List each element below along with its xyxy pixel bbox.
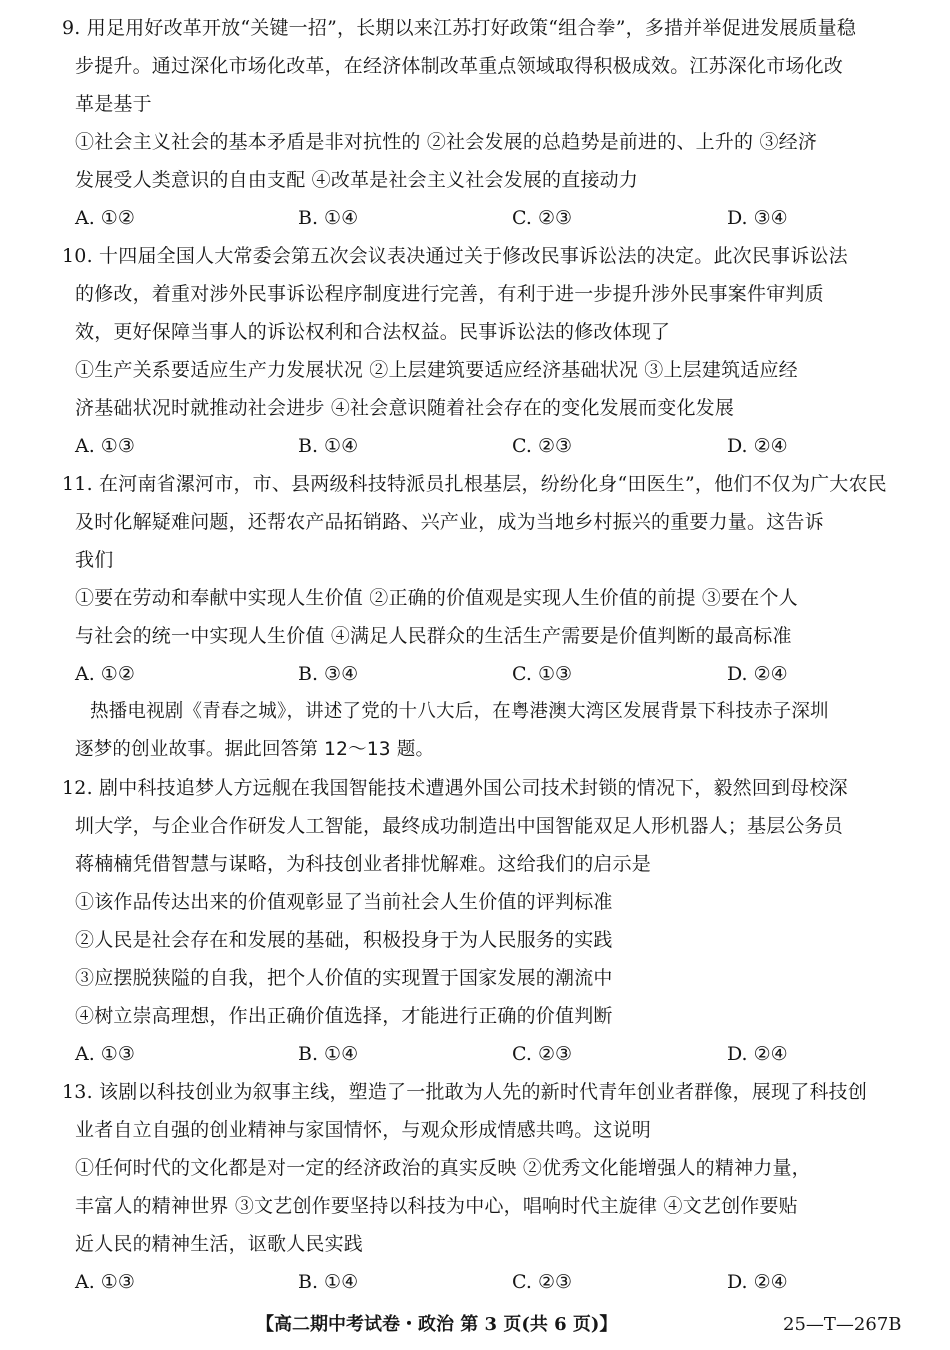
footer-code: 25—T—267B (783, 1314, 902, 1335)
q12-stem-line-2: 圳大学，与企业合作研发人工智能，最终成功制造出中国智能双足人形机器人；基层公务员 (75, 815, 844, 837)
q12-option-a: A. ①③ (75, 1043, 135, 1065)
q13-stem-line-2: 业者自立自强的创业精神与家国情怀，与观众形成情感共鸣。这说明 (75, 1119, 652, 1141)
q11-option-a: A. ①② (75, 663, 135, 685)
q11-choice-line-1: ①要在劳动和奉献中实现人生价值 ②正确的价值观是实现人生价值的前提 ③要在个人 (75, 587, 798, 609)
q10-option-c: C. ②③ (512, 435, 573, 457)
q10-option-d: D. ②④ (727, 435, 788, 457)
q9-stem-line-2: 步提升。通过深化市场化改革，在经济体制改革重点领域取得积极成效。江苏深化市场化改 (75, 55, 844, 77)
q9-choice-line-2: 发展受人类意识的自由支配 ④改革是社会主义社会发展的直接动力 (75, 169, 639, 191)
q10-stem-line-3: 效，更好保障当事人的诉讼权利和合法权益。民事诉讼法的修改体现了 (75, 321, 671, 343)
q9-option-c: C. ②③ (512, 207, 573, 229)
q11-option-d: D. ②④ (727, 663, 788, 685)
q12-choice-4: ④树立崇高理想，作出正确价值选择，才能进行正确的价值判断 (75, 1005, 613, 1027)
q12-choice-2: ②人民是社会存在和发展的基础，积极投身于为人民服务的实践 (75, 929, 613, 951)
q13-option-b: B. ①④ (298, 1271, 359, 1293)
q12-choice-3: ③应摆脱狭隘的自我，把个人价值的实现置于国家发展的潮流中 (75, 967, 613, 989)
q10-choice-line-1: ①生产关系要适应生产力发展状况 ②上层建筑要适应经济基础状况 ③上层建筑适应经 (75, 359, 798, 381)
q12-choice-1: ①该作品传达出来的价值观彰显了当前社会人生价值的评判标准 (75, 891, 613, 913)
q13-choice-line-3: 近人民的精神生活，讴歌人民实践 (75, 1233, 364, 1255)
footer-title: 【高二期中考试卷・政治 第 3 页(共 6 页)】 (256, 1314, 618, 1335)
q11-option-c: C. ①③ (512, 663, 573, 685)
q11-stem-line-3: 我们 (75, 549, 114, 571)
q9-stem-line-3: 革是基于 (75, 93, 152, 115)
q12-option-c: C. ②③ (512, 1043, 573, 1065)
q13-option-d: D. ②④ (727, 1271, 788, 1293)
q11-choice-line-2: 与社会的统一中实现人生价值 ④满足人民群众的生活生产需要是价值判断的最高标准 (75, 625, 792, 647)
q12-option-b: B. ①④ (298, 1043, 359, 1065)
q12-stem-line-1: 12. 剧中科技追梦人方远舰在我国智能技术遭遇外国公司技术封锁的情况下，毅然回到母校深 (62, 777, 848, 799)
q13-option-c: C. ②③ (512, 1271, 573, 1293)
q9-choice-line-1: ①社会主义社会的基本矛盾是非对抗性的 ②社会发展的总趋势是前进的、上升的 ③经济 (75, 131, 818, 153)
q10-stem-line-2: 的修改，着重对涉外民事诉讼程序制度进行完善，有利于进一步提升涉外民事案件审判质 (75, 283, 824, 305)
q13-stem-line-1: 13. 该剧以科技创业为叙事主线，塑造了一批敢为人先的新时代青年创业者群像，展现了科技创 (62, 1081, 868, 1103)
q9-option-a: A. ①② (75, 207, 135, 229)
q9-stem-line-1: 9. 用足用好改革开放“关键一招”，长期以来江苏打好政策“组合拳”，多措并举促进发展质量稳 (62, 17, 857, 39)
q10-option-a: A. ①③ (75, 435, 135, 457)
q9-option-b: B. ①④ (298, 207, 359, 229)
q10-option-b: B. ①④ (298, 435, 359, 457)
q12-option-d: D. ②④ (727, 1043, 788, 1065)
q10-choice-line-2: 济基础状况时就推动社会进步 ④社会意识随着社会存在的变化发展而变化发展 (75, 397, 735, 419)
q13-option-a: A. ①③ (75, 1271, 135, 1293)
q12-stem-line-3: 蒋楠楠凭借智慧与谋略，为科技创业者排忧解难。这给我们的启示是 (75, 853, 652, 875)
passage-line-2: 逐梦的创业故事。据此回答第 12～13 题。 (75, 739, 435, 760)
passage-line-1: 热播电视剧《青春之城》，讲述了党的十八大后，在粤港澳大湾区发展背景下科技赤子深圳 (90, 701, 829, 722)
q9-option-d: D. ③④ (727, 207, 788, 229)
q13-choice-line-1: ①任何时代的文化都是对一定的经济政治的真实反映 ②优秀文化能增强人的精神力量， (75, 1157, 811, 1179)
q13-choice-line-2: 丰富人的精神世界 ③文艺创作要坚持以科技为中心，唱响时代主旋律 ④文艺创作要贴 (75, 1195, 798, 1217)
q10-stem-line-1: 10. 十四届全国人大常委会第五次会议表决通过关于修改民事诉讼法的决定。此次民事诉讼法 (62, 245, 848, 267)
q11-stem-line-2: 及时化解疑难问题，还帮农产品拓销路、兴产业，成为当地乡村振兴的重要力量。这告诉 (75, 511, 824, 533)
q11-option-b: B. ③④ (298, 663, 359, 685)
q11-stem-line-1: 11. 在河南省漯河市，市、县两级科技特派员扎根基层，纷纷化身“田医生”，他们不仅为广大农民 (62, 473, 887, 495)
